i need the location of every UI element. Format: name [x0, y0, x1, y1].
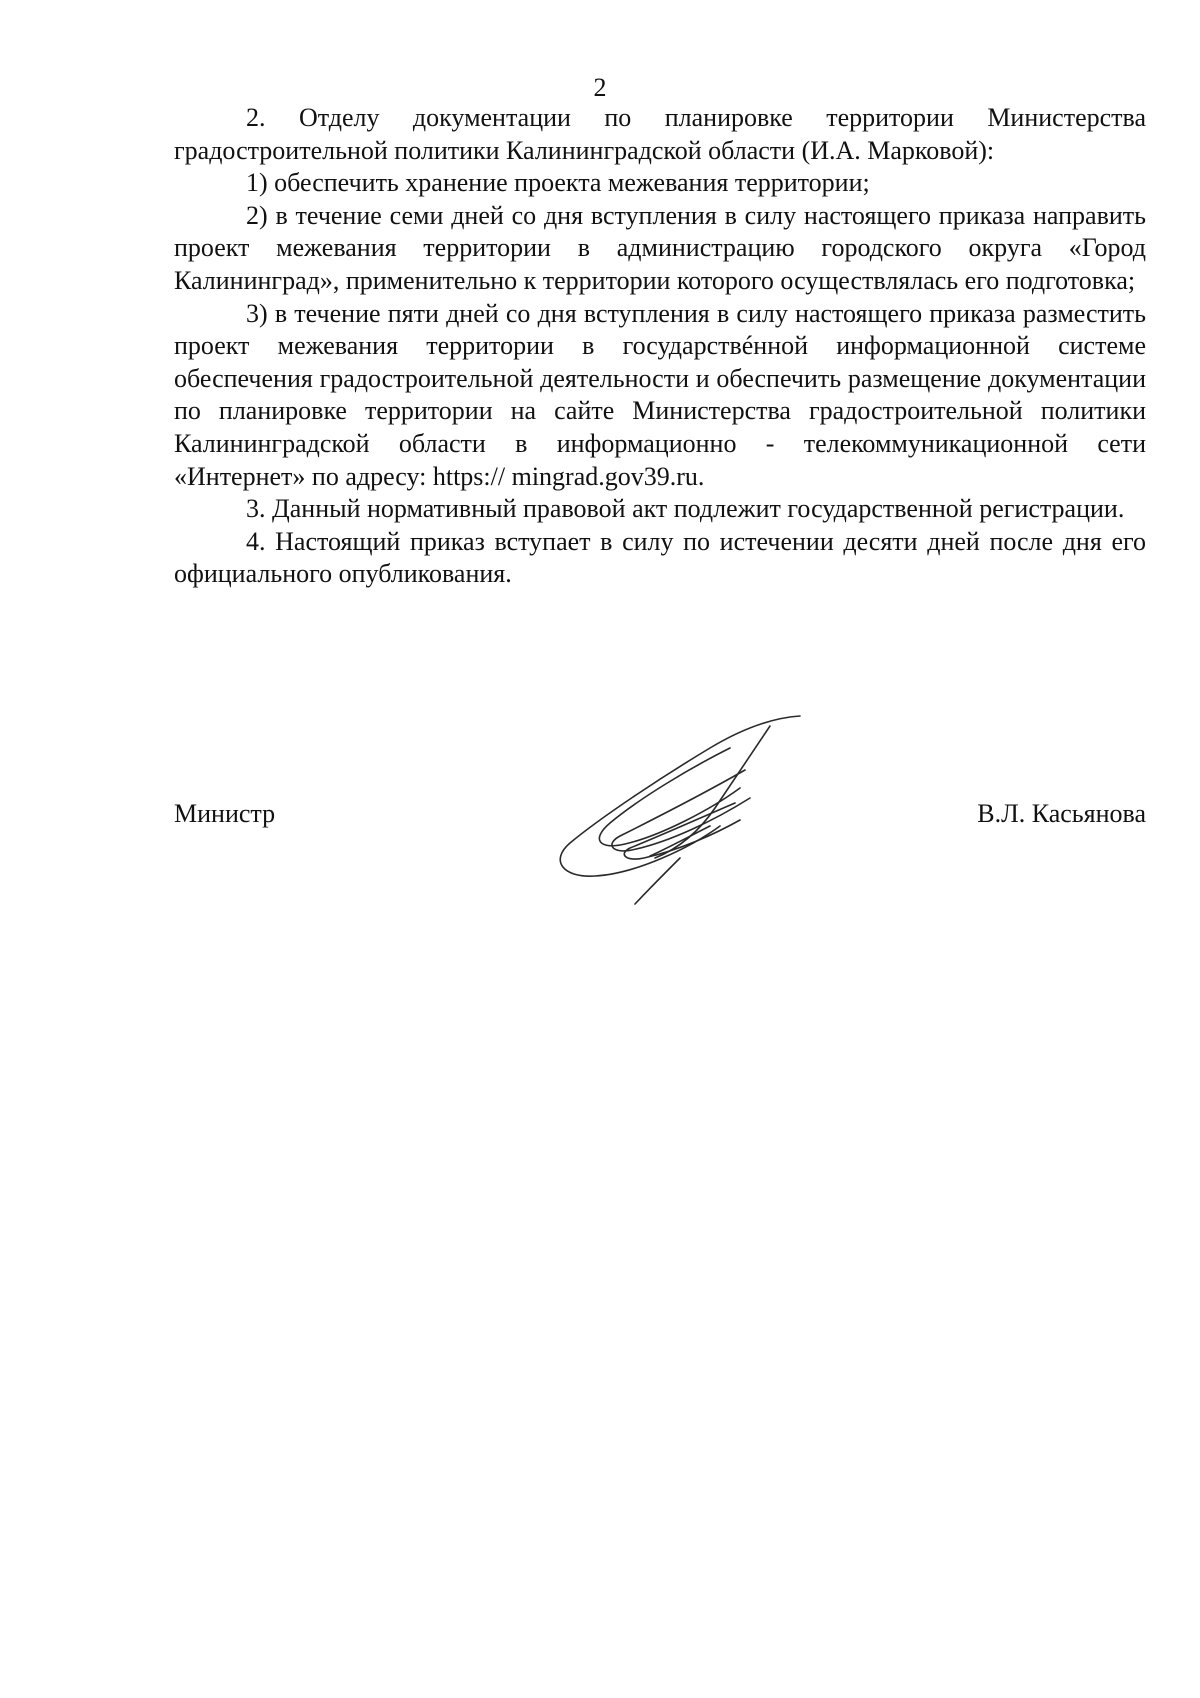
- page-number: 2: [593, 73, 607, 102]
- handwritten-signature: [540, 708, 820, 908]
- signatory-name: В.Л. Касьянова: [977, 799, 1146, 828]
- paragraph-subitem-2: 2) в течение семи дней со дня вступления в силу настоящего приказа направить проект межевания территории в администрацию городского округа «Город Калининград», применительно к территории которого осуществлялась его подготовка;: [174, 200, 1146, 295]
- paragraph-item-2-instruction: 2. Отделу документации по планировке территории Министерства градостроительной политики Калининградской области (И.А. Марковой):: [174, 103, 1146, 165]
- paragraph-subitem-3: 3) в течение пяти дней со дня вступления в силу настоящего приказа разместить проект межевания территории в государствéнной информационной системе обеспечения градостроительной деятельности и обеспечить размещение документации по планировке территории на сайте Министерства градостроительной политики Калининградской области в информационно - телекоммуникационной сети «Интернет» по адресу: https:// mingrad.gov39.ru.: [174, 298, 1146, 491]
- paragraph-item-4-effective: 4. Настоящий приказ вступает в силу по истечении десяти дней после дня его официального опубликования.: [174, 526, 1146, 589]
- document-body: [174, 102, 1146, 591]
- paragraph-subitem-1: 1) обеспечить хранение проекта межевания территории;: [246, 168, 870, 198]
- paragraph-item-3-registration: 3. Данный нормативный правовой акт подлежит государственной регистрации.: [246, 494, 1125, 524]
- signatory-position: Министр: [174, 799, 276, 828]
